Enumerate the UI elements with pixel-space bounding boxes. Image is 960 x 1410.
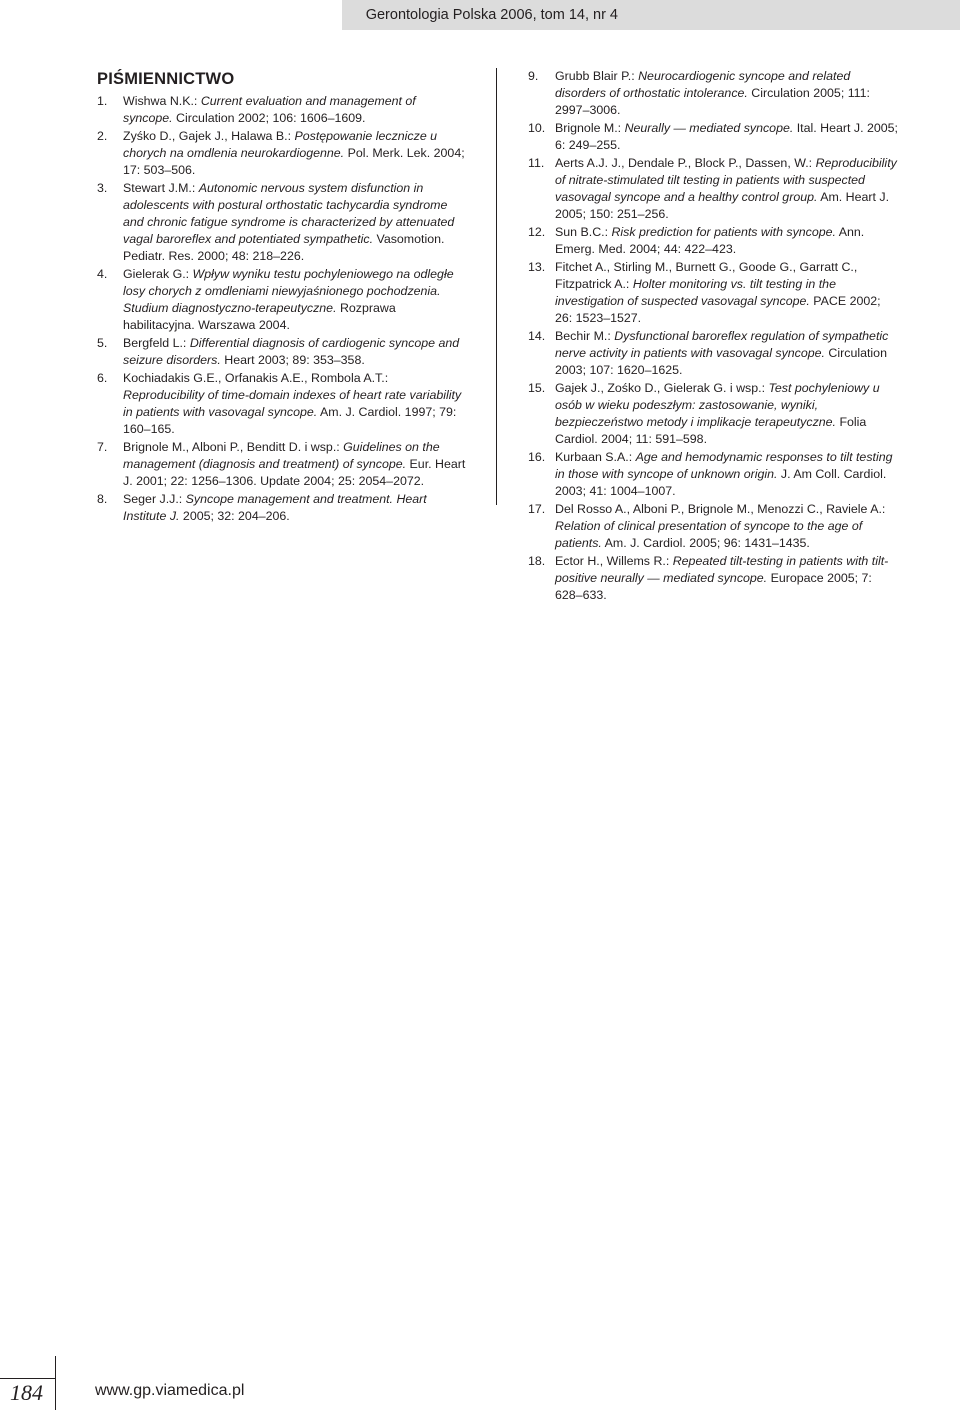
- running-head-title: Gerontologia Polska 2006, tom 14, nr 4: [365, 7, 618, 23]
- reference-item: 8. Seger J.J.: Syncope management and treatment. Heart Institute J. 2005; 32: 204–206.: [97, 492, 427, 523]
- references-right-column: [528, 68, 900, 605]
- reference-item: 1. Wishwa N.K.: Current evaluation and management of syncope. Circulation 2002; 106: 1606–1609.: [97, 94, 416, 125]
- reference-item: 4. Gielerak G.: Wpływ wyniku testu pochyleniowego na odległe losy chorych z omdleniami niewyjaśnionego pochodzenia. Studium diagnostyczno-terapeutyczne. Rozprawa habilitacyjna. Warszawa 2004.: [97, 267, 454, 332]
- reference-item: 11. Aerts A.J. J., Dendale P., Block P., Dassen, W.: Reproducibility of nitrate-stimulated tilt testing in patients with suspected vasovagal syncope and a healthy control group. Am. Heart J. 2005; 150: 251–256.: [528, 156, 897, 221]
- references-left-column: [97, 93, 467, 526]
- reference-item: 9. Grubb Blair P.: Neurocardiogenic syncope and related disorders of orthostatic intolerance. Circulation 2005; 111: 2997–3006.: [528, 69, 870, 117]
- running-head: [342, 0, 960, 30]
- reference-item: 7. Brignole M., Alboni P., Benditt D. i wsp.: Guidelines on the management (diagnosis and treatment) of syncope. Eur. Heart J. 2001; 22: 1256–1306. Update 2004; 25: 2054–2072.: [97, 440, 466, 488]
- column-divider: [496, 68, 497, 505]
- reference-item: 15. Gajek J., Zośko D., Gielerak G. i wsp.: Test pochyleniowy u osób w wieku podeszłym: zastosowanie, wyniki, bezpieczeństwo metody i implikacje terapeutyczne. Folia Cardiol. 2004; 11: 591–598.: [528, 381, 880, 446]
- reference-item: 3. Stewart J.M.: Autonomic nervous system disfunction in adolescents with postural orthostatic tachycardia syndrome and chronic fatigue syndrome is characterized by attenuated vagal baroreflex and potentiated sympathetic. Vasomotion. Pediatr. Res. 2000; 48: 218–226.: [97, 181, 455, 263]
- reference-item: 18. Ector H., Willems R.: Repeated tilt-testing in patients with tilt-positive neurally — mediated syncope. Europace 2005; 7: 628–633.: [528, 554, 889, 602]
- reference-item: 14. Bechir M.: Dysfunctional baroreflex regulation of sympathetic nerve activity in patients with vasovagal syncope. Circulation 2003; 107: 1620–1625.: [528, 329, 889, 377]
- reference-item: 5. Bergfeld L.: Differential diagnosis of cardiogenic syncope and seizure disorders. Heart 2003; 89: 353–358.: [97, 336, 460, 367]
- reference-item: 10. Brignole M.: Neurally — mediated syncope. Ital. Heart J. 2005; 6: 249–255.: [528, 121, 898, 152]
- section-title: PIŚMIENNICTWO: [97, 70, 235, 88]
- reference-item: 17. Del Rosso A., Alboni P., Brignole M., Menozzi C., Raviele A.: Relation of clinical presentation of syncope to the age of patients. Am. J. Cardiol. 2005; 96: 1431–1435.: [528, 502, 886, 550]
- footer-vertical-rule: [55, 1356, 56, 1410]
- page-number: 184: [10, 1380, 43, 1405]
- reference-item: 16. Kurbaan S.A.: Age and hemodynamic responses to tilt testing in those with syncope of unknown origin. J. Am Coll. Cardiol. 2003; 41: 1004–1007.: [528, 450, 893, 498]
- reference-item: 13. Fitchet A., Stirling M., Burnett G., Goode G., Garratt C., Fitzpatrick A.: Holter monitoring vs. tilt testing in the investigation of suspected vasovagal syncope. PACE 2002; 26: 1523–1527.: [528, 260, 881, 325]
- reference-item: 12. Sun B.C.: Risk prediction for patients with syncope. Ann. Emerg. Med. 2004; 44: 422–423.: [528, 225, 865, 256]
- footer-rule: [0, 1378, 55, 1379]
- reference-item: 2. Zyśko D., Gajek J., Halawa B.: Postępowanie lecznicze u chorych na omdlenia neurokardiogenne. Pol. Merk. Lek. 2004; 17: 503–506.: [97, 129, 465, 177]
- reference-item: 6. Kochiadakis G.E., Orfanakis A.E., Rombola A.T.: Reproducibility of time-domain indexes of heart rate variability in patients with vasovagal syncope. Am. J. Cardiol. 1997; 79: 160–165.: [97, 371, 462, 436]
- journal-url[interactable]: www.gp.viamedica.pl: [95, 1382, 245, 1399]
